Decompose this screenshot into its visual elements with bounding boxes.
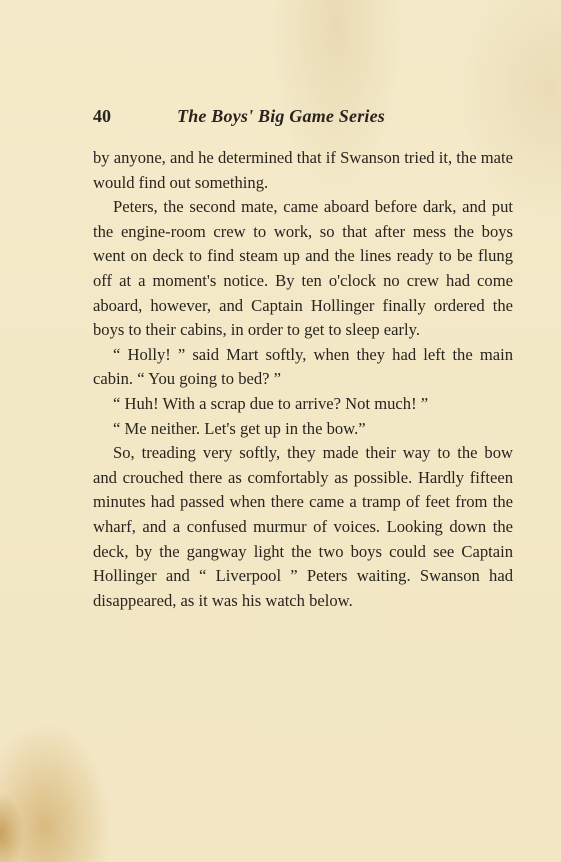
paragraph: “ Huh! With a scrap due to arrive? Not much! ”: [113, 393, 429, 413]
paragraph-continuation: by anyone, and he determined that if Swanson tried it, the mate would find out something.: [93, 148, 513, 192]
page-number: 40: [93, 106, 111, 126]
page-header: [93, 106, 513, 130]
paragraph: “ Me neither. Let's get up in the bow.”: [113, 418, 366, 438]
paragraph: Peters, the second mate, came aboard before dark, and put the engine-room crew to work, so that after mess the boys went on deck to find steam up and the lines ready to be flung off at a moment's notice. By ten o'clock no crew had come aboard, however, and Captain Hollinger finally ordered the boys to their cabins, in order to get to sleep early.: [93, 197, 513, 340]
running-title: The Boys' Big Game Series: [177, 106, 385, 126]
paragraph: “ Holly! ” said Mart softly, when they had left the main cabin. “ You going to bed? ”: [93, 344, 513, 389]
body-text: [93, 146, 513, 613]
page-stain: [0, 792, 24, 862]
paragraph: So, treading very softly, they made their way to the bow and crouched there as comfortably as possible. Hardly fifteen minutes had passed when there came a tramp of feet from the wharf, and a confused murmur of voices. Looking down the deck, by the gangway light the two boys could see Captain Hollinger and “ Liverpool ” Peters waiting. Swanson had disappeared, as it was his watch below.: [93, 443, 513, 610]
